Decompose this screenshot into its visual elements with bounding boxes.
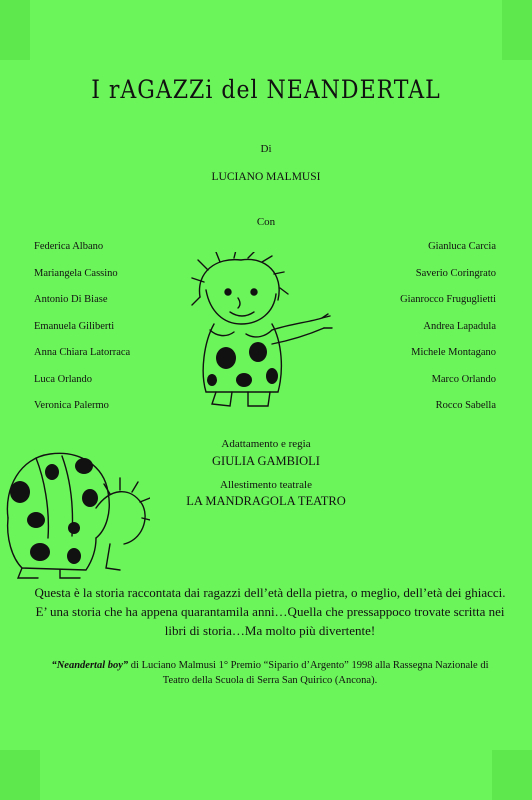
award-work-title: “Neandertal boy”	[51, 660, 129, 671]
cast-member: Saverio Coringrato	[415, 267, 496, 279]
description-line: Questa è la storia raccontata dai ragazzi dell’età della pietra, o meglio, dell’età dei ghiacci.	[34, 585, 506, 600]
cast-member: Federica Albano	[34, 241, 104, 252]
description-line: E’ una storia che ha appena quarantamila anni…Quella che pressappoco trovate scritta nei libri di storia…Ma molto più divertente!	[35, 604, 505, 638]
cast-member: Anna Chiara Latorraca	[34, 347, 131, 358]
award-text: di Luciano Malmusi 1° Premio “Sipario d’Argento” 1998 alla Rassegna Nazionale di Teatro della Scuola di Serra San Quirico (Ancona).	[128, 660, 489, 686]
company-name: LA MANDRAGOLA TEATRO	[186, 494, 346, 508]
cast-member: Mariangela Cassino	[34, 267, 118, 279]
corner-patch-bottom-left	[0, 750, 40, 800]
caveman-standing-illustration	[186, 252, 336, 414]
adaptation-label: Adattamento e regia	[221, 438, 311, 450]
cast-member: Michele Montagano	[411, 347, 496, 358]
cast-member: Rocco Sabella	[435, 400, 496, 411]
cast-list-right	[400, 241, 496, 427]
cast-label: Con	[256, 216, 276, 228]
cast-member: Antonio Di Biase	[34, 294, 108, 305]
story-description	[30, 583, 510, 640]
corner-patch-bottom-right	[492, 750, 532, 800]
author-name: LUCIANO MALMUSI	[211, 171, 321, 183]
by-label: Di	[260, 143, 272, 155]
cast-member: Emanuela Giliberti	[34, 320, 115, 332]
play-title: I rAGAZZi del NEANDERTAL	[91, 76, 441, 105]
cast-list-left	[34, 241, 130, 427]
caveman-crouching-illustration	[0, 448, 150, 580]
cast-member: Gianrocco Fruguglietti	[400, 294, 496, 305]
award-note	[40, 658, 500, 688]
cast-member: Luca Orlando	[34, 373, 93, 385]
cast-member: Marco Orlando	[431, 373, 496, 385]
corner-patch-top-right	[502, 0, 532, 60]
cast-member: Andrea Lapadula	[423, 320, 496, 332]
staging-label: Allestimento teatrale	[220, 479, 312, 491]
cast-member: Veronica Palermo	[34, 400, 109, 411]
corner-patch-top-left	[0, 0, 30, 60]
cast-member: Gianluca Carcia	[428, 241, 496, 252]
director-name: GIULIA GAMBIOLI	[212, 454, 320, 468]
